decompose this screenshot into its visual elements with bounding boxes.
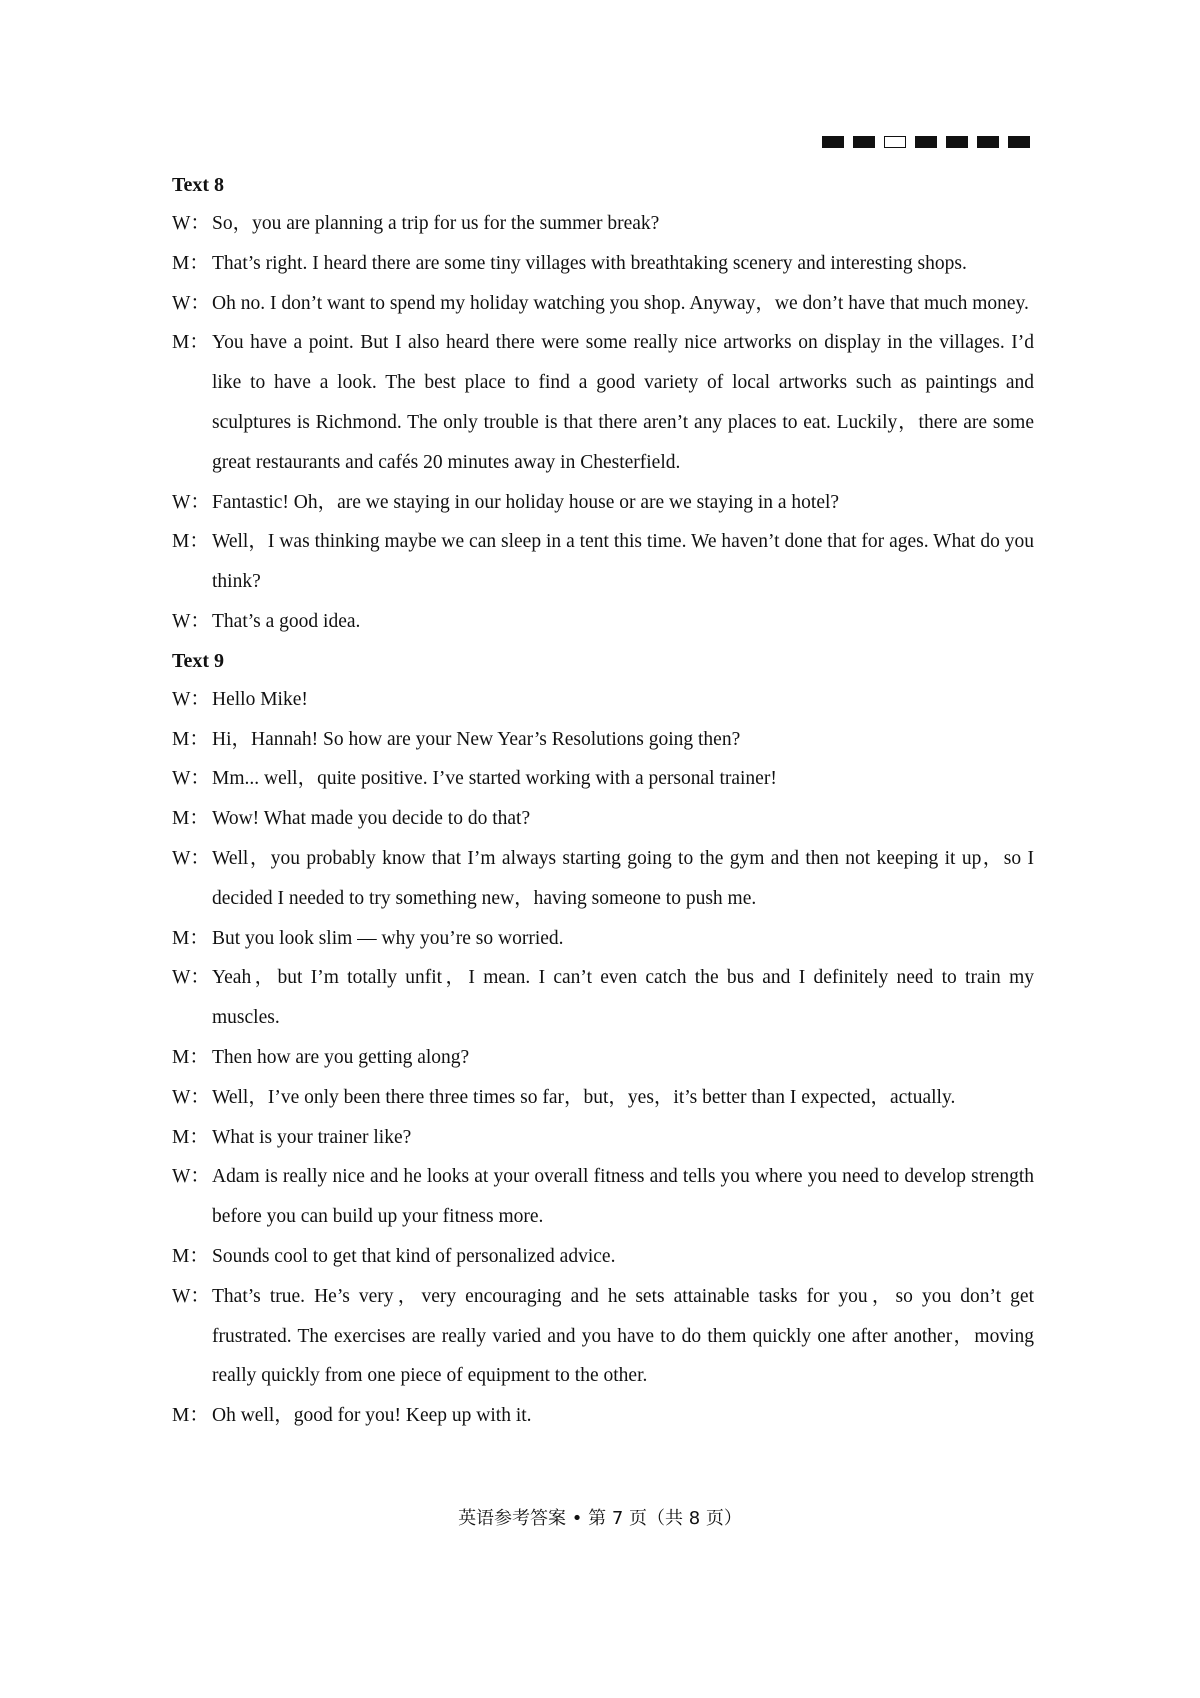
dialogue-line — [172, 680, 1034, 720]
dialogue-line — [172, 483, 1034, 523]
speaker-label: M： — [172, 1405, 209, 1427]
dialogue-line — [172, 1038, 1034, 1078]
registration-square — [1008, 136, 1030, 148]
speaker-label: W： — [172, 1285, 210, 1307]
dialogue-text: Well，I was thinking maybe we can sleep in a tent this time. We haven’t done that for ages. What do you think? — [212, 531, 1034, 593]
speaker-label: M： — [172, 808, 209, 830]
dialogue-text: Fantastic! Oh，are we staying in our holiday house or are we staying in a hotel? — [212, 491, 840, 513]
dialogue-text: Well，you probably know that I’m always starting going to the gym and then not keeping it up，so I decided I needed to try something new，having someone to push me. — [212, 847, 1034, 909]
dialogue-text: Yeah，but I’m totally unfit，I mean. I can’t even catch the bus and I definitely need to train my muscles. — [212, 967, 1034, 1029]
speaker-label: W： — [172, 967, 210, 989]
speaker-label: M： — [172, 252, 209, 274]
dialogue-line — [172, 720, 1034, 760]
registration-marks — [822, 136, 1030, 148]
speaker-label: W： — [172, 610, 210, 632]
dialogue-text: Adam is really nice and he looks at your overall fitness and tells you where you need to develop strength before you can build up your fitness more. — [212, 1166, 1034, 1228]
dialogue-text: That’s a good idea. — [212, 610, 361, 632]
dialogue-text: Then how are you getting along? — [212, 1046, 470, 1068]
speaker-label: M： — [172, 728, 209, 750]
dialogue-line — [172, 1078, 1034, 1118]
dialogue-text: That’s right. I heard there are some tiny villages with breathtaking scenery and interesting shops. — [212, 252, 967, 274]
dialogue-line — [172, 919, 1034, 959]
dialogue-text: Sounds cool to get that kind of personalized advice. — [212, 1245, 616, 1267]
speaker-label: W： — [172, 1166, 210, 1188]
speaker-label: M： — [172, 531, 209, 553]
dialogue-text: You have a point. But I also heard there were some really nice artworks on display in the villages. I’d like to have a look. The best place to find a good variety of local artworks such as paintings and sculptures is Richmond. The only trouble is that there aren’t any places to eat. Luckily，there are some great restaurants and cafés 20 minutes away in Chesterfield. — [212, 332, 1034, 473]
page-footer: 英语参考答案 • 第 7 页（共 8 页） — [458, 1508, 742, 1529]
dialogue-line — [172, 839, 1034, 919]
speaker-label: M： — [172, 927, 209, 949]
speaker-label: W： — [172, 213, 210, 234]
dialogue-line — [172, 284, 1034, 324]
speaker-label: M： — [172, 1046, 209, 1068]
dialogue-line — [172, 602, 1034, 642]
dialogue-line — [172, 1277, 1034, 1396]
dialogue-line — [172, 323, 1034, 482]
registration-square — [884, 136, 906, 148]
speaker-label: M： — [172, 1126, 209, 1148]
dialogue-text: Well，I’ve only been there three times so far，but，yes，it’s better than I expected，actually. — [212, 1086, 956, 1108]
registration-square — [853, 136, 875, 148]
speaker-label: M： — [172, 1245, 209, 1267]
dialogue-text: So，you are planning a trip for us for the summer break? — [212, 213, 660, 234]
dialogue-text: But you look slim — why you’re so worried. — [212, 927, 564, 949]
dialogue-text: Wow! What made you decide to do that? — [212, 808, 531, 830]
speaker-label: W： — [172, 292, 210, 314]
dialogue-line — [172, 958, 1034, 1038]
dialogue-text: That’s true. He’s very，very encouraging and he sets attainable tasks for you，so you don’t get frustrated. The exercises are really varied and you have to do them quickly one after another，moving really quickly from one piece of equipment to the other. — [212, 1285, 1034, 1387]
speaker-label: W： — [172, 768, 210, 790]
dialogue-text: Hi，Hannah! So how are your New Year’s Resolutions going then? — [212, 728, 741, 750]
dialogue-text: Oh well，good for you! Keep up with it. — [212, 1405, 532, 1427]
dialogue-line — [172, 522, 1034, 602]
dialogue-text: Mm... well，quite positive. I’ve started working with a personal trainer! — [212, 768, 777, 790]
dialogue-line — [172, 244, 1034, 284]
dialogue-line — [172, 1237, 1034, 1277]
dialogue-line — [172, 1396, 1034, 1436]
dialogue-line — [172, 1118, 1034, 1158]
registration-square — [977, 136, 999, 148]
dialogue-line — [172, 1157, 1034, 1237]
document-body — [172, 166, 1034, 1436]
speaker-label: W： — [172, 847, 210, 869]
registration-square — [915, 136, 937, 148]
dialogue-line — [172, 799, 1034, 839]
speaker-label: M： — [172, 332, 209, 354]
registration-square — [822, 136, 844, 148]
registration-square — [946, 136, 968, 148]
dialogue-text: What is your trainer like? — [212, 1126, 412, 1148]
dialogue-text: Hello Mike! — [212, 688, 308, 710]
section-title: Text 8 — [172, 174, 225, 196]
dialogue-text: Oh no. I don’t want to spend my holiday watching you shop. Anyway，we don’t have that much money. — [212, 292, 1029, 314]
speaker-label: W： — [172, 491, 210, 513]
section-title: Text 9 — [172, 649, 225, 672]
dialogue-line — [172, 204, 1034, 244]
dialogue-line — [172, 759, 1034, 799]
speaker-label: W： — [172, 1086, 210, 1108]
speaker-label: W： — [172, 688, 210, 710]
